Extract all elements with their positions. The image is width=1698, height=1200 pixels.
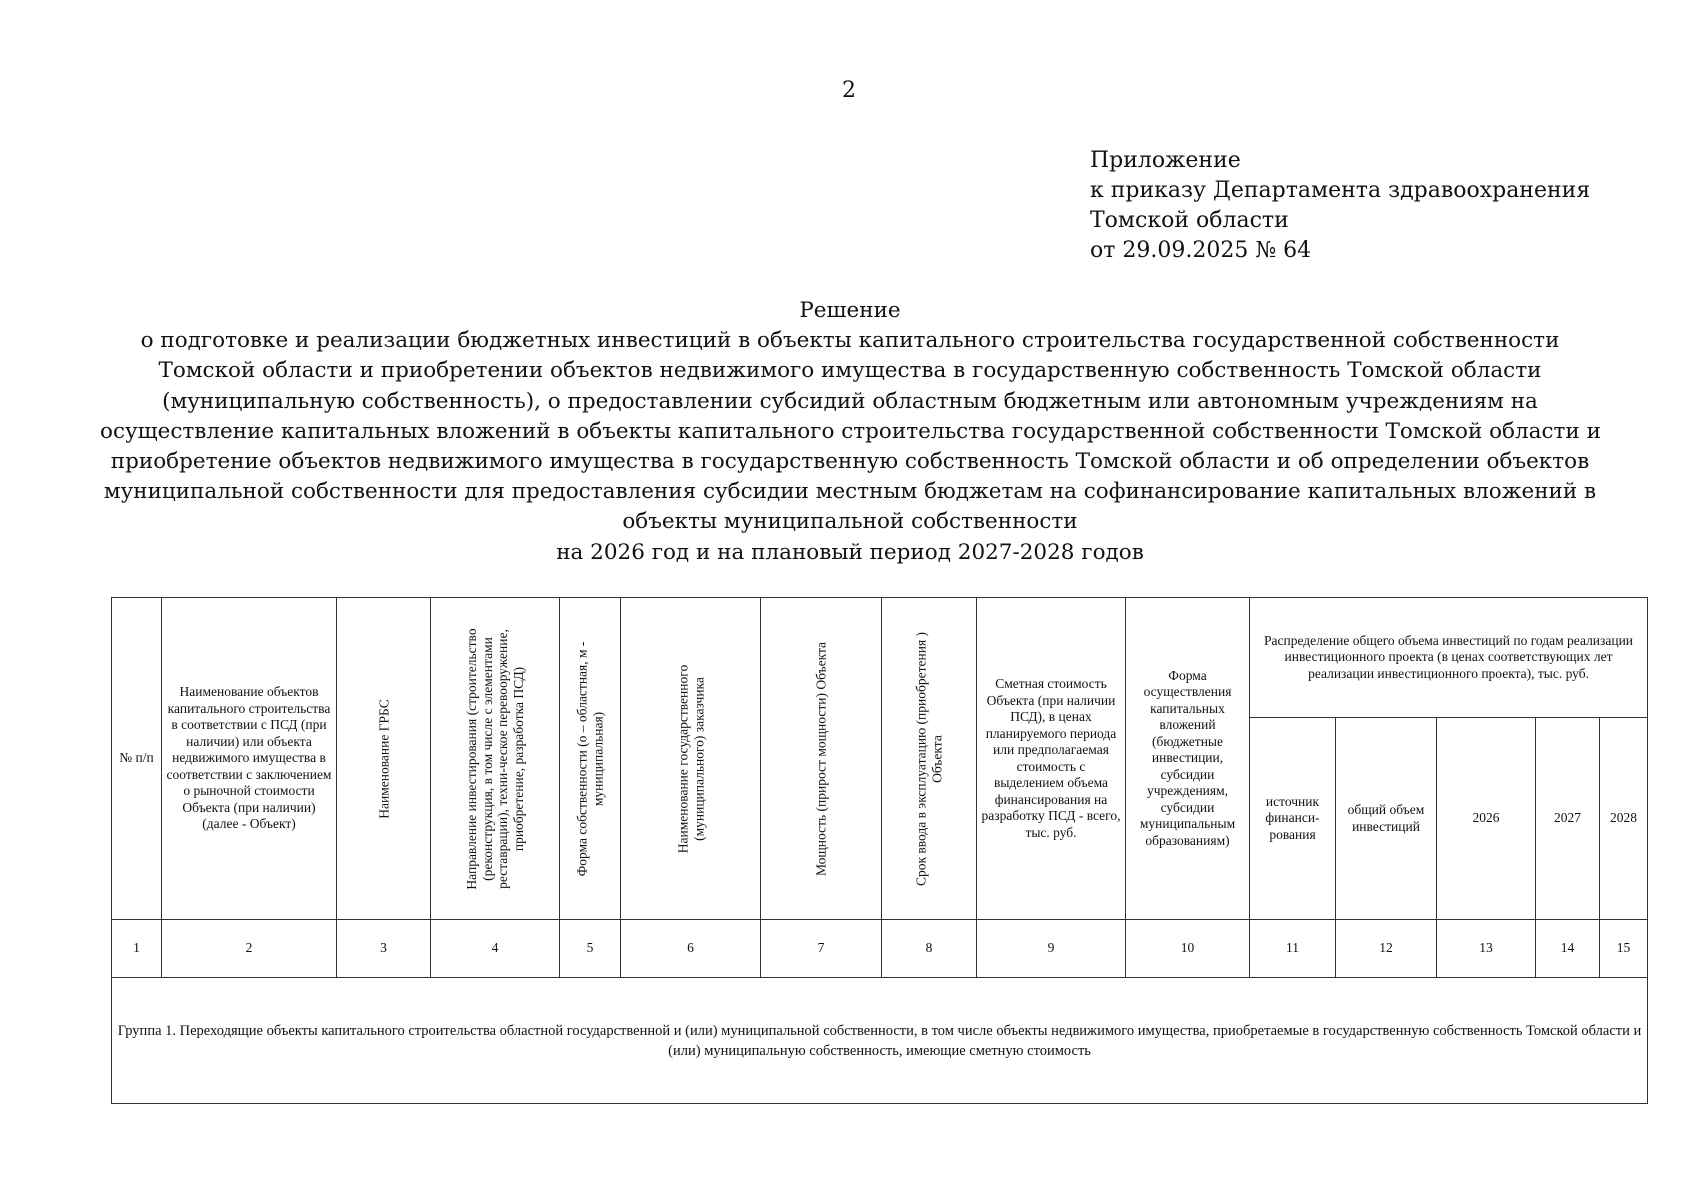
column-number: 7 [761,920,882,978]
header-cell: общий объем инвестиций [1336,718,1437,920]
annex-block [1090,146,1590,266]
title-line: муниципальной собственности для предоставления субсидии местным бюджетам на софинансирование капитальных вложений в [103,479,1597,505]
title-line: осуществление капитальных вложений в объекты капитального строительства государственной собственности Томской области и [100,418,1601,444]
header-cell: 2027 [1536,718,1600,920]
annex-line: Приложение [1090,148,1241,173]
column-number: 14 [1536,920,1600,978]
header-cell: Мощность (прирост мощности) Объекта [761,598,882,920]
header-cell: Форма осуществления капитальных вложений (бюджетные инвестиции, субсидии учреждениям, субсидии муниципальным образованиям) [1126,598,1250,920]
column-number: 12 [1336,920,1437,978]
annex-line: к приказу Департамента здравоохранения [1090,178,1591,203]
header-cell: № п/п [112,598,162,920]
column-number: 11 [1250,920,1336,978]
document-title [100,296,1600,568]
column-number: 9 [977,920,1126,978]
header-cell: 2026 [1437,718,1536,920]
page-number: 2 [842,78,856,103]
title-line: объекты муниципальной собственности [622,509,1078,535]
column-number: 13 [1437,920,1536,978]
column-number: 5 [560,920,621,978]
header-cell: 2028 [1600,718,1648,920]
column-number: 4 [431,920,560,978]
header-cell: Наименование государственного (муниципального) заказчика [621,598,761,920]
annex-line: от 29.09.2025 № 64 [1090,238,1312,263]
title-line: Решение [799,298,901,323]
column-number: 6 [621,920,761,978]
header-cell: источник финанси-рования [1250,718,1336,920]
header-cell-distribution: Распределение общего объема инвестиций по годам реализации инвестиционного проекта (в ценах соответствующих лет реализации инвестиционного проекта), тыс. руб. [1250,598,1648,718]
column-number: 2 [162,920,337,978]
column-number: 8 [882,920,977,978]
column-number-row [112,920,1648,978]
title-line: Томской области и приобретении объектов недвижимого имущества в государственную собственность Томской области [158,358,1542,384]
investment-table [111,597,1648,1104]
title-line: о подготовке и реализации бюджетных инвестиций в объекты капитального строительства государственной собственности [140,328,1560,354]
header-cell: Наименование объектов капитального строительства в соответствии с ПСД (при наличии) или объекта недвижимого имущества в соответствии с заключением о рыночной стоимости Объекта (при наличии) (далее - Объект) [162,598,337,920]
annex-line: Томской области [1090,208,1289,233]
group-row: Группа 1. Переходящие объекты капитального строительства областной государственной и (или) муниципальной собственности, в том числе объекты недвижимого имущества, приобретаемые в государственную собственность Томской области и (или) муниципальную собственность, имеющие сметную стоимость [112,978,1648,1104]
title-line: приобретение объектов недвижимого имущества в государственную собственность Томской области и об определении объектов [110,449,1590,475]
column-number: 10 [1126,920,1250,978]
header-cell: Форма собственности (о – областная, м - муниципальная) [560,598,621,920]
column-number: 3 [337,920,431,978]
column-number: 15 [1600,920,1648,978]
header-cell: Наименование ГРБС [337,598,431,920]
title-line: (муниципальную собственность), о предоставлении субсидий областным бюджетным или автономным учреждениям на [162,388,1538,414]
title-line: на 2026 год и на плановый период 2027-2028 годов [556,539,1144,565]
header-cell: Направление инвестирования (строительство (реконструкция, в том числе с элементами реставрации), техни-ческое перевооружение, приобретение, разработка ПСД) [431,598,560,920]
header-cell: Сметная стоимость Объекта (при наличии ПСД), в ценах планируемого периода или предполагаемая стоимость с выделением объема финансирования на разработку ПСД - всего, тыс. руб. [977,598,1126,920]
column-number: 1 [112,920,162,978]
header-cell: Срок ввода в эксплуатацию (приобретения ) Объекта [882,598,977,920]
